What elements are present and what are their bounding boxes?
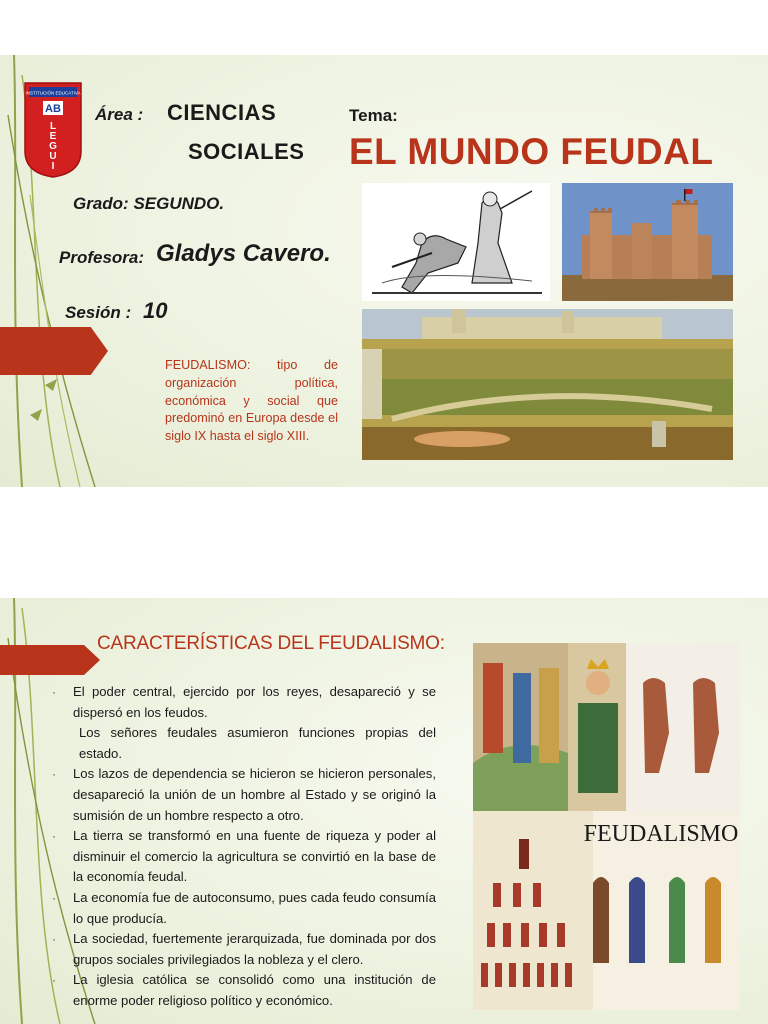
- bullet-text: El poder central, ejercido por los reyes, desapareció y se dispersó en los feudos.: [73, 684, 436, 720]
- tema-label: Tema:: [349, 106, 398, 125]
- slide-2: [0, 598, 768, 1024]
- bullet-item: [52, 826, 436, 888]
- svg-text:G: G: [49, 141, 57, 152]
- area-value-line2: SOCIALES: [188, 139, 305, 164]
- red-arrow-tab: [0, 645, 100, 675]
- bullet-text: Los lazos de dependencia se hicieron se hicieron personales, desapareció la unión de un hombre al Estado y se originó la sumisión de un hombre respecto a otro.: [73, 766, 436, 823]
- bullet-text: Los señores feudales asumieron funciones propias del estado.: [79, 725, 436, 761]
- area-value-line1: CIENCIAS: [167, 100, 277, 125]
- bullet-item: [52, 888, 436, 929]
- bullet-item: [52, 970, 436, 1011]
- bullet-item: [52, 764, 436, 826]
- sesion-label: Sesión :: [65, 303, 132, 322]
- logo-top-text: INSTITUCIÓN EDUCATIVA: [25, 90, 81, 96]
- feudalism-definition: FEUDALISMO: tipo de organización política, económica y social que predominó en Europa desde el siglo IX hasta el siglo XIII.: [165, 358, 338, 444]
- bullet-marker: ·: [52, 685, 56, 699]
- manor-landscape-painting: [362, 309, 733, 460]
- bullet-item: [52, 723, 436, 764]
- collage-label: FEUDALISMO: [583, 821, 739, 847]
- section-heading: CARACTERÍSTICAS DEL FEUDALISMO:: [97, 633, 445, 654]
- bullet-marker: ·: [52, 973, 56, 988]
- castle-photo: [562, 183, 733, 301]
- grado-text: Grado: SEGUNDO.: [73, 194, 225, 213]
- slide-title: EL MUNDO FEUDAL: [349, 131, 714, 172]
- bullet-item: [52, 682, 436, 723]
- school-logo: [23, 81, 83, 179]
- svg-text:E: E: [49, 131, 57, 142]
- bullet-text: La iglesia católica se consolidó como una institución de enorme poder religioso político y económico.: [73, 972, 436, 1008]
- bullet-text: La economía fue de autoconsumo, pues cada feudo consumía lo que producía.: [73, 889, 436, 926]
- slide-1: [0, 55, 768, 487]
- characteristics-list: [52, 682, 436, 1012]
- feudalism-collage: [473, 643, 740, 1010]
- bullet-text: La sociedad, fuertemente jerarquizada, fue dominada por dos grupos sociales privilegiados la nobleza y el clero.: [73, 931, 436, 967]
- red-arrow-tab: [0, 327, 108, 375]
- logo-monogram: AB: [45, 103, 61, 115]
- profesora-label: Profesora:: [59, 248, 145, 267]
- svg-text:L: L: [49, 121, 57, 132]
- svg-text:I: I: [51, 161, 55, 172]
- bullet-item: [52, 929, 436, 970]
- bullet-marker: ·: [52, 932, 56, 947]
- svg-text:U: U: [49, 151, 57, 162]
- bullet-marker: ·: [52, 890, 56, 905]
- bullet-marker: ·: [52, 829, 56, 844]
- area-label: Área :: [95, 105, 144, 124]
- bullet-text: La tierra se transformó en una fuente de riqueza y poder al disminuir el comercio la agricultura se convirtió en la base de la economía feudal.: [73, 828, 436, 885]
- sesion-number: 10: [143, 298, 168, 323]
- bullet-marker: ·: [52, 767, 56, 782]
- homage-illustration: [362, 183, 550, 301]
- profesora-name: Gladys Cavero.: [156, 240, 331, 267]
